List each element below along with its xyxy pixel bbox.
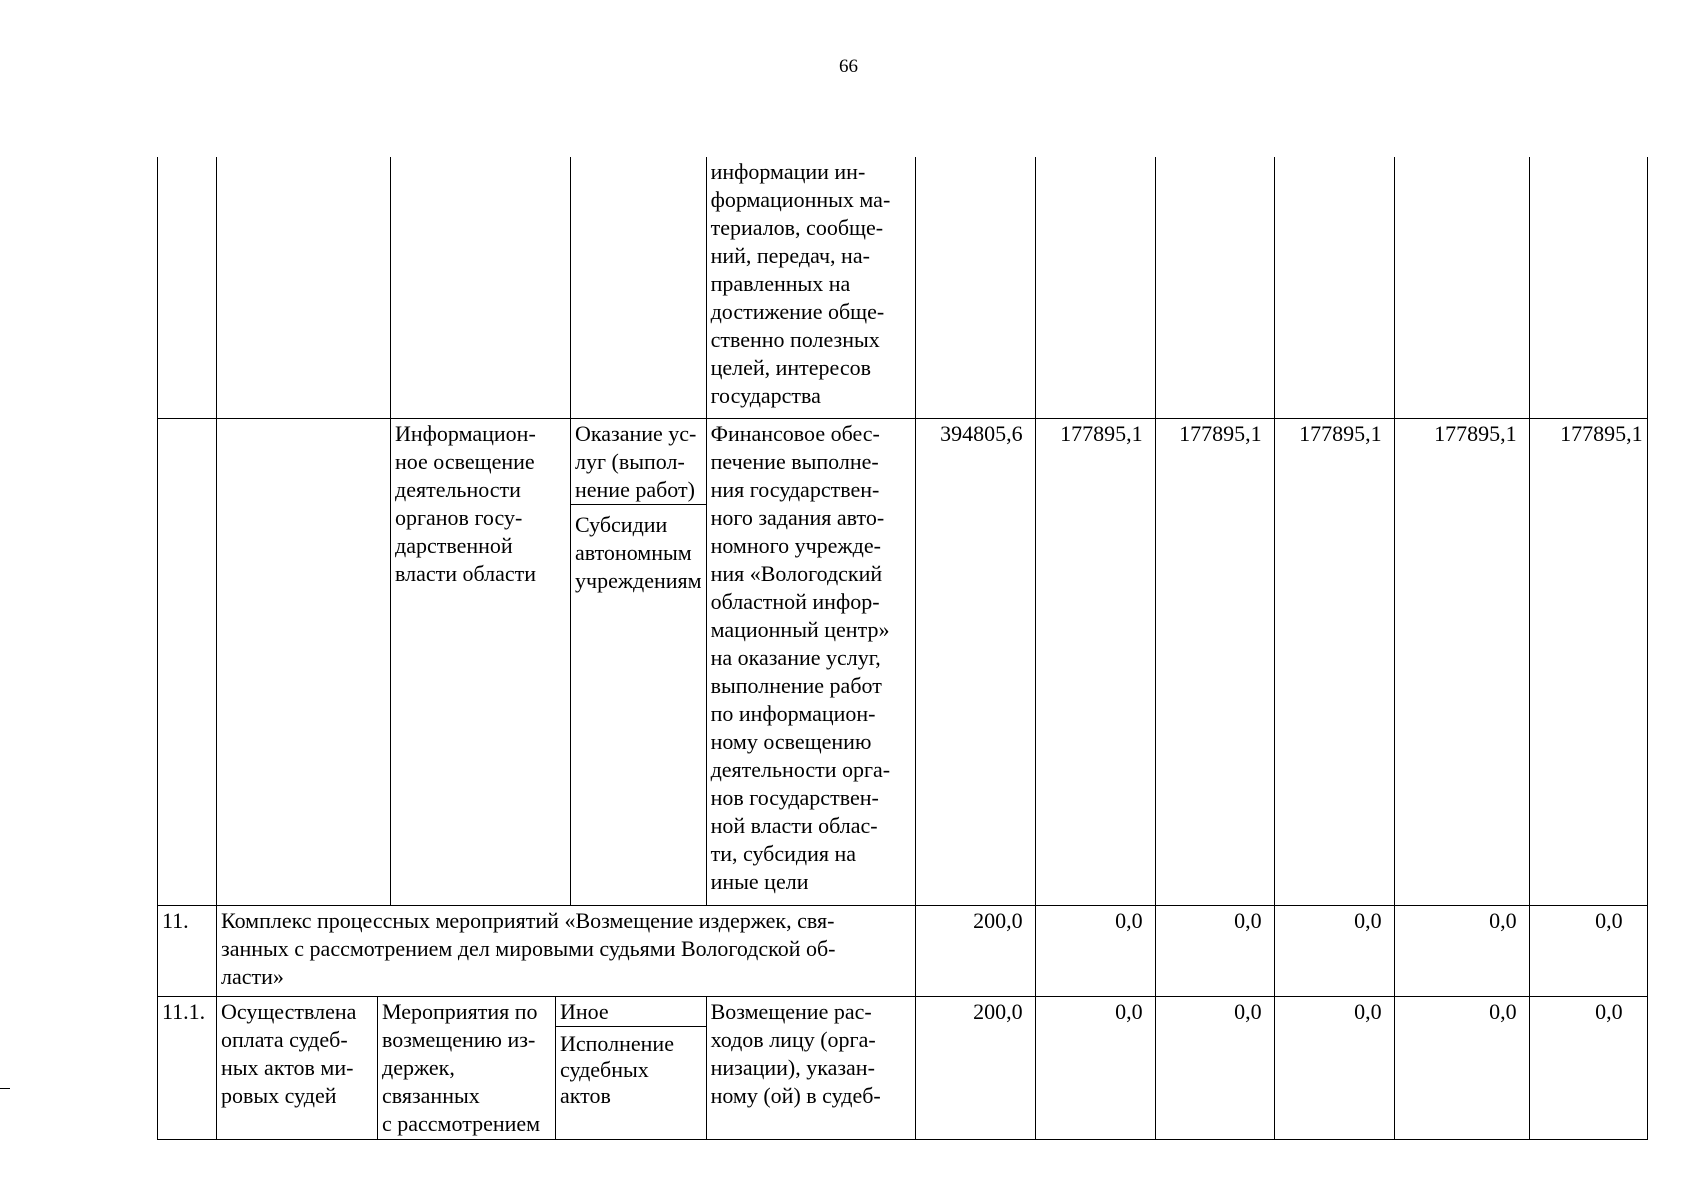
value-cell bbox=[1035, 157, 1155, 418]
task-cell bbox=[217, 157, 391, 418]
value-cell bbox=[1529, 157, 1647, 418]
measure-cell: Мероприятия по возмещению из- держек, связанных с рассмотрением bbox=[378, 996, 556, 1139]
budget-table bbox=[157, 157, 1648, 1140]
table-row bbox=[158, 157, 1648, 418]
type-top: Иное bbox=[556, 998, 706, 1027]
value-cell bbox=[1394, 157, 1529, 418]
value-cell: 0,0 bbox=[1155, 905, 1274, 996]
value-cell: 0,0 bbox=[1274, 905, 1394, 996]
value-cell: 0,0 bbox=[1394, 905, 1529, 996]
margin-mark bbox=[0, 1088, 10, 1089]
type-cell bbox=[556, 996, 707, 1139]
value-cell: 177895,1 bbox=[1529, 418, 1647, 905]
type-top: Оказание ус- луг (выпол- нение работ) bbox=[571, 420, 706, 505]
result-cell: Возмещение рас- ходов лицу (орга- низации), указан- ному (ой) в судеб- bbox=[706, 996, 915, 1139]
value-cell: 0,0 bbox=[1394, 996, 1529, 1139]
task-cell: Осуществлена оплата судеб- ных актов ми- ровых судей bbox=[217, 996, 378, 1139]
value-cell: 177895,1 bbox=[1035, 418, 1155, 905]
value-cell: 0,0 bbox=[1529, 905, 1647, 996]
measure-cell: Информацион- ное освещение деятельности органов госу- дарственной власти области bbox=[391, 418, 571, 905]
number-cell: 11. bbox=[158, 905, 217, 996]
table-row bbox=[158, 905, 1648, 996]
page-number: 66 bbox=[839, 56, 858, 77]
value-cell bbox=[1274, 157, 1394, 418]
value-cell: 200,0 bbox=[915, 905, 1035, 996]
table-row bbox=[158, 996, 1648, 1139]
value-cell: 177895,1 bbox=[1394, 418, 1529, 905]
result-cell: Финансовое обес- печение выполне- ния государствен- ного задания авто- номного учрежде- ния «Вологодский областной инфор- мационный центр» на оказание услуг, выполнение работ по информацион- ному освещению деятельности орга- нов государствен- ной власти облас- ти, субсидия на иные цели bbox=[706, 418, 915, 905]
number-cell bbox=[158, 157, 217, 418]
number-cell: 11.1. bbox=[158, 996, 217, 1139]
value-cell: 0,0 bbox=[1035, 905, 1155, 996]
value-cell: 177895,1 bbox=[1155, 418, 1274, 905]
value-cell: 394805,6 bbox=[915, 418, 1035, 905]
value-cell: 0,0 bbox=[1529, 996, 1647, 1139]
value-cell: 0,0 bbox=[1035, 996, 1155, 1139]
measure-cell bbox=[391, 157, 571, 418]
section-title-cell: Комплекс процессных мероприятий «Возмещение издержек, свя- занных с рассмотрением дел мировыми судьями Вологодской об- ласти» bbox=[217, 905, 916, 996]
type-cell bbox=[571, 157, 707, 418]
number-cell bbox=[158, 418, 217, 905]
table-row bbox=[158, 418, 1648, 905]
type-cell bbox=[571, 418, 707, 905]
value-cell bbox=[1155, 157, 1274, 418]
value-cell: 200,0 bbox=[915, 996, 1035, 1139]
value-cell: 177895,1 bbox=[1274, 418, 1394, 905]
type-bottom: Исполнение судебных актов bbox=[560, 1030, 674, 1108]
value-cell: 0,0 bbox=[1155, 996, 1274, 1139]
value-cell bbox=[915, 157, 1035, 418]
value-cell: 0,0 bbox=[1274, 996, 1394, 1139]
type-bottom: Субсидии автономным учреждениям bbox=[575, 511, 702, 593]
result-cell: информации ин- формационных ма- териалов, сообще- ний, передач, на- правленных на достижение обще- ственно полезных целей, интересов государства bbox=[706, 157, 915, 418]
task-cell bbox=[217, 418, 391, 905]
